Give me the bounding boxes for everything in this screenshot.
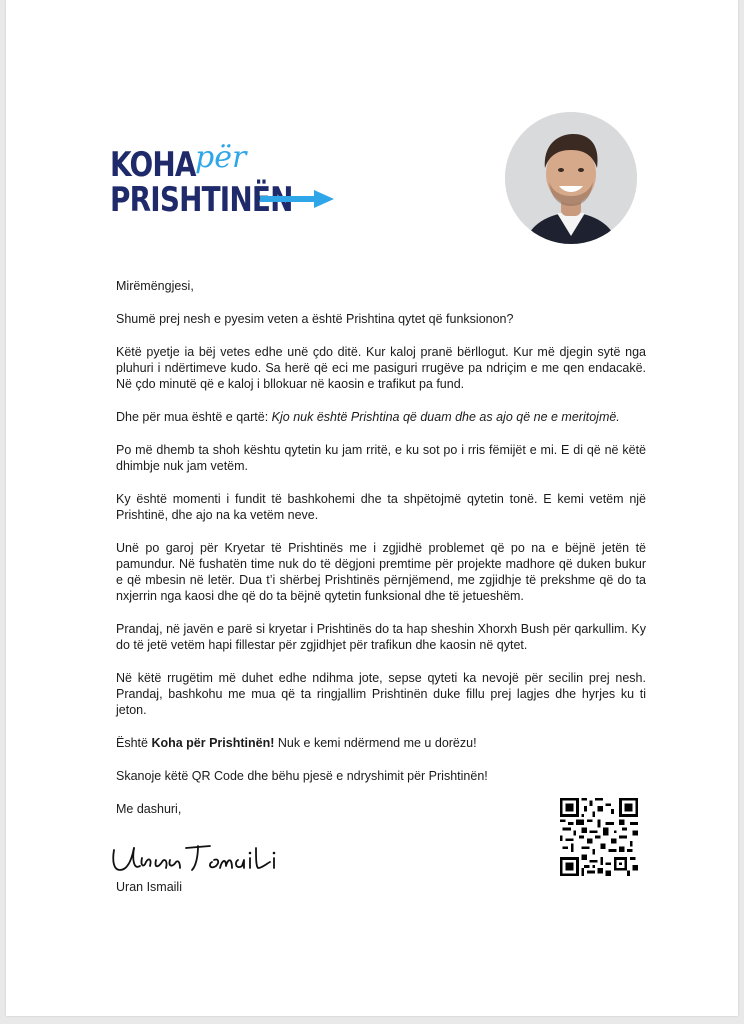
paragraph-1: Shumë prej nesh e pyesim veten a është Prishtina qytet që funksionon? <box>116 312 514 326</box>
closing: Me dashuri, <box>116 802 182 816</box>
person-portrait-icon <box>505 112 637 244</box>
paragraph-4: Po më dhemb ta shoh kështu qytetin ku jam rritë, e ku sot po i rris fëmijët e mi. E di që në këtë dhimbje nuk jam vetëm. <box>116 443 646 473</box>
handwritten-signature <box>106 840 286 880</box>
logo-arrow-icon <box>260 189 336 209</box>
greeting: Mirëmëngjesi, <box>116 279 194 293</box>
signer-name: Uran Ismaili <box>116 880 182 894</box>
paragraph-9-prefix: Është <box>116 736 152 750</box>
paragraph-2: Këtë pyetje ia bëj vetes edhe unë çdo ditë. Kur kaloj pranë bërllogut. Kur më djegin sytë nga pluhuri i ndërtimeve kudo. Sa herë që eci me pasiguri rrugëve pa ndriçim e me qen endacakë. Në çdo minutë që e kaloj i bllokuar në kaosin e trafikut pa fund. <box>116 345 646 391</box>
paragraph-3-intro: Dhe për mua është e qartë: <box>116 410 272 424</box>
paragraph-8: Në këtë rrugëtim më duhet edhe ndihma jote, sepse qyteti ka nevojë për secilin prej nesh. Prandaj, bashkohu me mua që ta ringjallim Prishtinën duke fillu prej lagjes dhe hyrjes ku ti jeton. <box>116 671 646 717</box>
paragraph-7: Prandaj, në javën e parë si kryetar i Prishtinës do ta hap sheshin Xhorxh Bush për qarkullim. Ky do të jetë vetëm hapi fillestar për zgjidhjet për trafikun dhe kaosin në qytet. <box>116 622 646 652</box>
paragraph-9 <box>116 735 646 751</box>
paragraph-9-bold: Koha për Prishtinën! <box>151 736 275 750</box>
paragraph-3 <box>116 409 646 425</box>
qr-code-icon[interactable] <box>560 798 638 876</box>
logo-per: për <box>195 140 247 175</box>
paragraph-5: Ky është momenti i fundit të bashkohemi dhe ta shpëtojmë qytetin tonë. E kemi vetëm një Prishtinë, dhe ajo na ka vetëm neve. <box>116 492 646 522</box>
letter-page <box>6 0 738 1016</box>
logo-line-1: KOHA <box>110 145 196 185</box>
paragraph-9-suffix: Nuk e kemi ndërmend me u dorëzu! <box>274 736 477 750</box>
paragraph-6: Unë po garoj për Kryetar të Prishtinës me i zgjidhë problemet që po na e bëjnë jetën të pamundur. Në fushatën time nuk do të dëgjoni premtime për projekte madhore që duken bukur e që mbesin në letër. Dua t’i shërbej Prishtinës përnjëmend, me zgjidhje të prekshme që do ta nxjerrin nga kaosi dhe që do ta bëjnë qytetin funksional dhe të jetueshëm. <box>116 541 646 603</box>
paragraph-10: Skanoje këtë QR Code dhe bëhu pjesë e ndryshimit për Prishtinën! <box>116 769 488 783</box>
candidate-portrait <box>505 112 637 244</box>
campaign-logo <box>110 140 340 230</box>
logo-line-2: PRISHTINËN <box>110 180 293 220</box>
paragraph-3-italic: Kjo nuk është Prishtina që duam dhe as ajo që ne e meritojmë. <box>271 410 620 424</box>
letter-body <box>116 278 646 834</box>
